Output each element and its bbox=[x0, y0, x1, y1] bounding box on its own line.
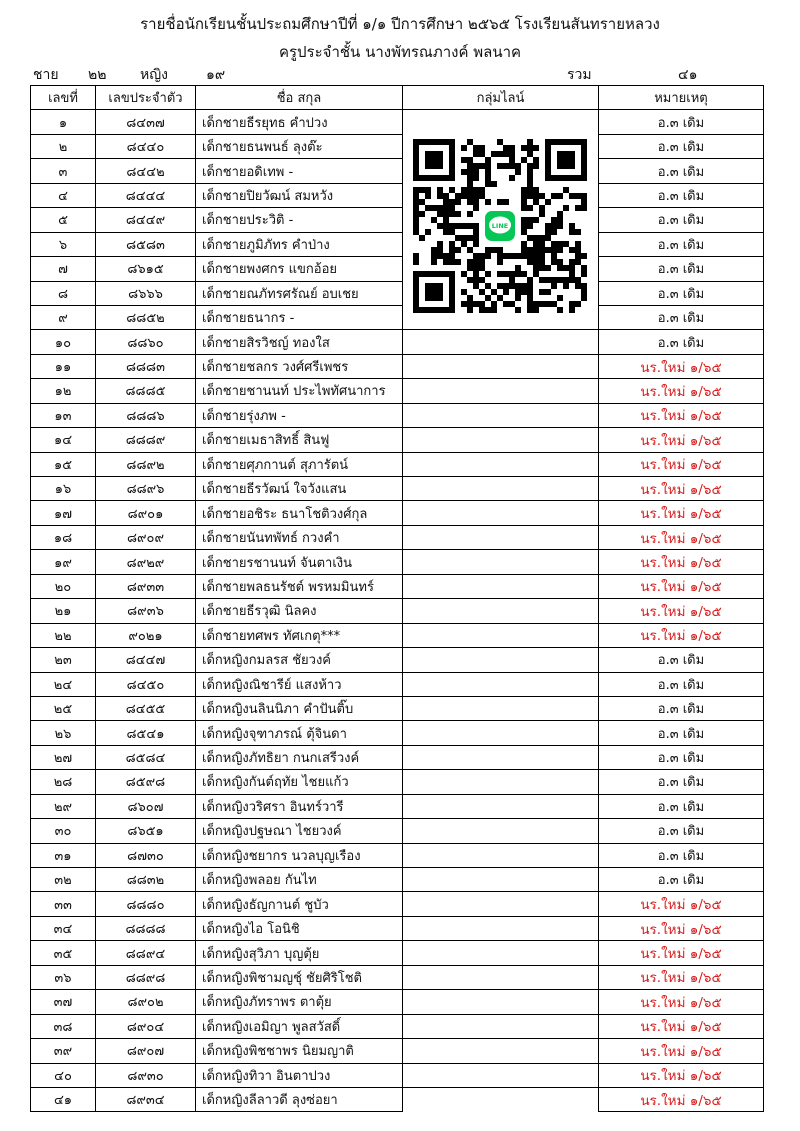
student-id: ๘๘๙๔ bbox=[96, 941, 196, 965]
line-group-cell bbox=[403, 672, 599, 696]
line-group-cell bbox=[403, 770, 599, 794]
remark: อ.๓ เดิม bbox=[599, 868, 764, 892]
row-number: ๘ bbox=[31, 281, 96, 305]
remark: นร.ใหม่ ๑/๖๕ bbox=[599, 550, 764, 574]
remark: อ.๓ เดิม bbox=[599, 672, 764, 696]
student-id: ๘๙๓๔ bbox=[96, 1087, 196, 1111]
remark: อ.๓ เดิม bbox=[599, 819, 764, 843]
row-number: ๒๑ bbox=[31, 599, 96, 623]
student-name: เด็กชายธีรวุฒิ นิลคง bbox=[196, 599, 403, 623]
student-name: เด็กหญิงพลอย กันไท bbox=[196, 868, 403, 892]
student-id: ๘๘๘๖ bbox=[96, 403, 196, 427]
remark: นร.ใหม่ ๑/๖๕ bbox=[599, 1014, 764, 1038]
table-row bbox=[31, 623, 764, 647]
student-id: ๘๕๔๑ bbox=[96, 721, 196, 745]
student-name: เด็กหญิงณิชารีย์ แสงห้าว bbox=[196, 672, 403, 696]
row-number: ๑๒ bbox=[31, 379, 96, 403]
remark: นร.ใหม่ ๑/๖๕ bbox=[599, 990, 764, 1014]
table-header-row bbox=[31, 86, 764, 110]
remark: อ.๓ เดิม bbox=[599, 257, 764, 281]
table-row bbox=[31, 916, 764, 940]
row-number: ๖ bbox=[31, 232, 96, 256]
row-number: ๒๐ bbox=[31, 574, 96, 598]
remark: นร.ใหม่ ๑/๖๕ bbox=[599, 428, 764, 452]
row-number: ๓ bbox=[31, 159, 96, 183]
remark: อ.๓ เดิม bbox=[599, 794, 764, 818]
student-name: เด็กชายรุ่งภพ - bbox=[196, 403, 403, 427]
student-id: ๘๔๔๐ bbox=[96, 134, 196, 158]
student-id: ๘๘๘๐ bbox=[96, 892, 196, 916]
table-row bbox=[31, 574, 764, 598]
row-number: ๒๓ bbox=[31, 648, 96, 672]
student-table bbox=[30, 85, 764, 1112]
student-name: เด็กหญิงจุฑาภรณ์ ตุ้จินดา bbox=[196, 721, 403, 745]
table-row bbox=[31, 892, 764, 916]
remark: อ.๓ เดิม bbox=[599, 745, 764, 769]
row-number: ๒๔ bbox=[31, 672, 96, 696]
student-id: ๘๘๙๒ bbox=[96, 452, 196, 476]
remark: อ.๓ เดิม bbox=[599, 110, 764, 134]
line-group-cell bbox=[403, 354, 599, 378]
table-row bbox=[31, 648, 764, 672]
student-id: ๘๗๓๐ bbox=[96, 843, 196, 867]
remark: นร.ใหม่ ๑/๖๕ bbox=[599, 941, 764, 965]
table-row bbox=[31, 379, 764, 403]
student-id: ๘๔๔๒ bbox=[96, 159, 196, 183]
table-row bbox=[31, 330, 764, 354]
row-number: ๓๓ bbox=[31, 892, 96, 916]
remark: อ.๓ เดิม bbox=[599, 208, 764, 232]
student-id: ๘๙๐๒ bbox=[96, 990, 196, 1014]
line-qr-code-icon bbox=[410, 130, 590, 322]
student-name: เด็กชายธีรยุทธ คำปวง bbox=[196, 110, 403, 134]
table-row bbox=[31, 843, 764, 867]
remark: อ.๓ เดิม bbox=[599, 648, 764, 672]
table-row bbox=[31, 257, 764, 281]
line-group-cell bbox=[403, 1063, 599, 1087]
line-group-cell bbox=[403, 428, 599, 452]
table-row bbox=[31, 134, 764, 158]
table-row bbox=[31, 232, 764, 256]
student-id: ๘๔๔๙ bbox=[96, 208, 196, 232]
table-row bbox=[31, 1087, 764, 1111]
table-row bbox=[31, 403, 764, 427]
student-name: เด็กชายธีรวัฒน์ ใจวังแสน bbox=[196, 477, 403, 501]
student-name: เด็กชายศุภกานต์ สุภารัตน์ bbox=[196, 452, 403, 476]
row-number: ๑๕ bbox=[31, 452, 96, 476]
student-name: เด็กหญิงธัญกานต์ ชูบัว bbox=[196, 892, 403, 916]
line-group-cell bbox=[403, 501, 599, 525]
remark: นร.ใหม่ ๑/๖๕ bbox=[599, 477, 764, 501]
student-id: ๘๙๐๙ bbox=[96, 525, 196, 549]
remark: นร.ใหม่ ๑/๖๕ bbox=[599, 501, 764, 525]
remark: นร.ใหม่ ๑/๖๕ bbox=[599, 599, 764, 623]
line-group-cell bbox=[403, 868, 599, 892]
remark: อ.๓ เดิม bbox=[599, 159, 764, 183]
student-name: เด็กชายเมธาสิทธิ์ สินฟู bbox=[196, 428, 403, 452]
table-row bbox=[31, 965, 764, 989]
table-row bbox=[31, 525, 764, 549]
col-header-remark: หมายเหตุ bbox=[599, 86, 764, 110]
line-group-cell bbox=[403, 452, 599, 476]
student-name: เด็กหญิงพิชชาพร นิยมญาติ bbox=[196, 1039, 403, 1063]
remark: อ.๓ เดิม bbox=[599, 232, 764, 256]
remark: นร.ใหม่ ๑/๖๕ bbox=[599, 452, 764, 476]
student-name: เด็กหญิงกมลรส ชัยวงค์ bbox=[196, 648, 403, 672]
student-id: ๘๔๔๔ bbox=[96, 183, 196, 207]
student-id: ๘๙๓๓ bbox=[96, 574, 196, 598]
row-number: ๓๒ bbox=[31, 868, 96, 892]
row-number: ๑ bbox=[31, 110, 96, 134]
row-number: ๒๖ bbox=[31, 721, 96, 745]
table-row bbox=[31, 208, 764, 232]
table-row bbox=[31, 1039, 764, 1063]
student-id: ๘๘๘๓ bbox=[96, 354, 196, 378]
remark: อ.๓ เดิม bbox=[599, 721, 764, 745]
row-number: ๒๙ bbox=[31, 794, 96, 818]
student-id: ๘๙๓๐ bbox=[96, 1063, 196, 1087]
student-name: เด็กหญิงกันต์ฤทัย ไชยแก้ว bbox=[196, 770, 403, 794]
line-group-cell bbox=[403, 550, 599, 574]
document-title: รายชื่อนักเรียนชั้นประถมศึกษาปีที่ ๑/๑ ปีการศึกษา ๒๕๖๕ โรงเรียนสันทรายหลวง bbox=[140, 15, 660, 33]
line-group-cell bbox=[403, 623, 599, 647]
student-id: ๘๘๙๖ bbox=[96, 477, 196, 501]
student-id: ๘๘๓๒ bbox=[96, 868, 196, 892]
student-name: เด็กหญิงวริศรา อินทร์วารี bbox=[196, 794, 403, 818]
student-name: เด็กชายนันทพัทธ์ กวงคำ bbox=[196, 525, 403, 549]
line-group-cell bbox=[403, 990, 599, 1014]
line-group-cell bbox=[403, 721, 599, 745]
student-name: เด็กหญิงภัทราพร ตาตุ้ย bbox=[196, 990, 403, 1014]
remark: นร.ใหม่ ๑/๖๕ bbox=[599, 403, 764, 427]
student-name: เด็กชายสิรวิชญ์ ทองใส bbox=[196, 330, 403, 354]
line-group-cell bbox=[403, 916, 599, 940]
line-group-cell bbox=[403, 525, 599, 549]
table-row bbox=[31, 281, 764, 305]
student-id: ๘๘๙๘ bbox=[96, 965, 196, 989]
remark: อ.๓ เดิม bbox=[599, 843, 764, 867]
remark: อ.๓ เดิม bbox=[599, 305, 764, 329]
line-group-cell bbox=[403, 892, 599, 916]
table-row bbox=[31, 159, 764, 183]
remark: นร.ใหม่ ๑/๖๕ bbox=[599, 623, 764, 647]
row-number: ๒๒ bbox=[31, 623, 96, 647]
student-id: ๘๘๘๙ bbox=[96, 428, 196, 452]
line-group-cell bbox=[403, 599, 599, 623]
student-name: เด็กชายชลกร วงศ์ศรีเพชร bbox=[196, 354, 403, 378]
student-id: ๘๔๕๐ bbox=[96, 672, 196, 696]
table-row bbox=[31, 305, 764, 329]
col-header-line-group: กลุ่มไลน์ bbox=[403, 86, 599, 110]
student-name: เด็กชายณภัทรศรัณย์ อบเชย bbox=[196, 281, 403, 305]
remark: นร.ใหม่ ๑/๖๕ bbox=[599, 525, 764, 549]
table-row bbox=[31, 428, 764, 452]
table-row bbox=[31, 696, 764, 720]
line-group-cell bbox=[403, 403, 599, 427]
student-id: ๘๔๔๗ bbox=[96, 648, 196, 672]
remark: นร.ใหม่ ๑/๖๕ bbox=[599, 1039, 764, 1063]
col-header-student-id: เลขประจำตัว bbox=[96, 86, 196, 110]
remark: อ.๓ เดิม bbox=[599, 281, 764, 305]
row-number: ๑๘ bbox=[31, 525, 96, 549]
student-name: เด็กหญิงนลินนิภา คำปันติ๊บ bbox=[196, 696, 403, 720]
row-number: ๓๖ bbox=[31, 965, 96, 989]
remark: นร.ใหม่ ๑/๖๕ bbox=[599, 892, 764, 916]
student-name: เด็กชายประวิติ - bbox=[196, 208, 403, 232]
student-name: เด็กชายธนพนธ์ ลุงต๊ะ bbox=[196, 134, 403, 158]
student-name: เด็กหญิงภัทธิยา กนกเสรีวงค์ bbox=[196, 745, 403, 769]
table-row bbox=[31, 745, 764, 769]
student-name: เด็กหญิงไอ โอนิชิ bbox=[196, 916, 403, 940]
female-count: ๑๙ bbox=[206, 67, 226, 83]
line-group-cell bbox=[403, 819, 599, 843]
student-name: เด็กชายทศพร ทัศเกตุ*** bbox=[196, 623, 403, 647]
line-group-cell bbox=[403, 745, 599, 769]
student-id: ๘๕๘๔ bbox=[96, 745, 196, 769]
table-row bbox=[31, 672, 764, 696]
student-name: เด็กหญิงสุวิภา บุญตุ้ย bbox=[196, 941, 403, 965]
student-id: ๘๙๐๗ bbox=[96, 1039, 196, 1063]
student-id: ๙๐๒๑ bbox=[96, 623, 196, 647]
student-id: ๘๖๖๖ bbox=[96, 281, 196, 305]
remark: อ.๓ เดิม bbox=[599, 770, 764, 794]
row-number: ๓๘ bbox=[31, 1014, 96, 1038]
student-name: เด็กชายชานนท์ ประไพทัศนาการ bbox=[196, 379, 403, 403]
row-number: ๔ bbox=[31, 183, 96, 207]
remark: นร.ใหม่ ๑/๖๕ bbox=[599, 965, 764, 989]
remark: นร.ใหม่ ๑/๖๕ bbox=[599, 1087, 764, 1111]
student-name: เด็กหญิงลีลาวดี ลุงซ่อยา bbox=[196, 1087, 403, 1111]
student-name: เด็กหญิงปฐษณา ไชยวงค์ bbox=[196, 819, 403, 843]
student-id: ๘๘๘๘ bbox=[96, 916, 196, 940]
student-id: ๘๙๐๔ bbox=[96, 1014, 196, 1038]
row-number: ๒ bbox=[31, 134, 96, 158]
table-row bbox=[31, 501, 764, 525]
table-row bbox=[31, 1014, 764, 1038]
student-name: เด็กหญิงทิวา อินตาปวง bbox=[196, 1063, 403, 1087]
student-name: เด็กหญิงเอมิญา พูลสวัสดิ์ bbox=[196, 1014, 403, 1038]
table-row bbox=[31, 550, 764, 574]
row-number: ๗ bbox=[31, 257, 96, 281]
row-number: ๕ bbox=[31, 208, 96, 232]
row-number: ๓๔ bbox=[31, 916, 96, 940]
table-row bbox=[31, 941, 764, 965]
svg-text:LINE: LINE bbox=[491, 222, 509, 230]
female-label: หญิง bbox=[140, 67, 168, 83]
student-id: ๘๕๙๘ bbox=[96, 770, 196, 794]
student-id: ๘๔๕๕ bbox=[96, 696, 196, 720]
student-name: เด็กชายธนากร - bbox=[196, 305, 403, 329]
row-number: ๒๘ bbox=[31, 770, 96, 794]
student-name: เด็กชายภูมิภัทร คำป่าง bbox=[196, 232, 403, 256]
row-number: ๔๑ bbox=[31, 1087, 96, 1111]
table-row bbox=[31, 183, 764, 207]
row-number: ๑๐ bbox=[31, 330, 96, 354]
remark: อ.๓ เดิม bbox=[599, 330, 764, 354]
row-number: ๑๙ bbox=[31, 550, 96, 574]
row-number: ๔๐ bbox=[31, 1063, 96, 1087]
total-count: ๔๑ bbox=[678, 67, 698, 83]
row-number: ๒๕ bbox=[31, 696, 96, 720]
student-id: ๘๔๓๗ bbox=[96, 110, 196, 134]
row-number: ๑๓ bbox=[31, 403, 96, 427]
table-row bbox=[31, 770, 764, 794]
table-row bbox=[31, 794, 764, 818]
table-row bbox=[31, 721, 764, 745]
student-name: เด็กหญิงพิชามญชุ์ ชัยศิริโชติ bbox=[196, 965, 403, 989]
table-row bbox=[31, 354, 764, 378]
student-name: เด็กชายพลธนรัชต์ พรหมมินทร์ bbox=[196, 574, 403, 598]
line-group-cell bbox=[403, 1039, 599, 1063]
student-name: เด็กชายอดิเทพ - bbox=[196, 159, 403, 183]
male-label: ชาย bbox=[33, 67, 59, 83]
student-id: ๘๕๘๓ bbox=[96, 232, 196, 256]
student-id: ๘๙๒๙ bbox=[96, 550, 196, 574]
row-number: ๓๑ bbox=[31, 843, 96, 867]
line-group-cell bbox=[403, 843, 599, 867]
total-label: รวม bbox=[567, 67, 592, 83]
table-row bbox=[31, 990, 764, 1014]
student-id: ๘๙๓๖ bbox=[96, 599, 196, 623]
line-group-cell bbox=[403, 941, 599, 965]
remark: นร.ใหม่ ๑/๖๕ bbox=[599, 1063, 764, 1087]
line-group-cell bbox=[403, 330, 599, 354]
line-group-cell bbox=[403, 1014, 599, 1038]
line-group-cell bbox=[403, 477, 599, 501]
student-name: เด็กชายพงศกร แขกอ้อย bbox=[196, 257, 403, 281]
student-name: เด็กชายปิยวัฒน์ สมหวัง bbox=[196, 183, 403, 207]
table-row bbox=[31, 599, 764, 623]
line-group-cell bbox=[403, 379, 599, 403]
line-group-cell bbox=[403, 794, 599, 818]
row-number: ๙ bbox=[31, 305, 96, 329]
line-group-cell bbox=[403, 574, 599, 598]
row-number: ๑๖ bbox=[31, 477, 96, 501]
student-id: ๘๘๕๒ bbox=[96, 305, 196, 329]
col-header-number: เลขที่ bbox=[31, 86, 96, 110]
line-group-cell bbox=[403, 648, 599, 672]
teacher-line: ครูประจำชั้น นางพัทรณภางค์ พลนาค bbox=[278, 43, 522, 61]
remark: นร.ใหม่ ๑/๖๕ bbox=[599, 574, 764, 598]
table-row bbox=[31, 477, 764, 501]
student-id: ๘๖๑๕ bbox=[96, 257, 196, 281]
col-header-name: ชื่อ สกุล bbox=[196, 86, 403, 110]
row-number: ๑๑ bbox=[31, 354, 96, 378]
student-id: ๘๘๘๕ bbox=[96, 379, 196, 403]
student-id: ๘๖๐๗ bbox=[96, 794, 196, 818]
table-row bbox=[31, 110, 764, 134]
row-number: ๓๙ bbox=[31, 1039, 96, 1063]
remark: นร.ใหม่ ๑/๖๕ bbox=[599, 354, 764, 378]
line-group-cell bbox=[403, 965, 599, 989]
male-count: ๒๒ bbox=[88, 67, 107, 83]
student-name: เด็กหญิงชยากร นวลบุญเรือง bbox=[196, 843, 403, 867]
row-number: ๑๗ bbox=[31, 501, 96, 525]
line-group-cell bbox=[403, 696, 599, 720]
remark: อ.๓ เดิม bbox=[599, 696, 764, 720]
student-id: ๘๘๖๐ bbox=[96, 330, 196, 354]
table-row bbox=[31, 452, 764, 476]
table-row bbox=[31, 1063, 764, 1087]
student-id: ๘๙๐๑ bbox=[96, 501, 196, 525]
row-number: ๓๗ bbox=[31, 990, 96, 1014]
student-name: เด็กชายอชิระ ธนาโชติวงศ์กุล bbox=[196, 501, 403, 525]
remark: อ.๓ เดิม bbox=[599, 134, 764, 158]
student-id: ๘๖๕๑ bbox=[96, 819, 196, 843]
student-name: เด็กชายรชานนท์ จันตาเงิน bbox=[196, 550, 403, 574]
row-number: ๑๔ bbox=[31, 428, 96, 452]
row-number: ๓๐ bbox=[31, 819, 96, 843]
row-number: ๒๗ bbox=[31, 745, 96, 769]
line-group-cell bbox=[403, 1087, 599, 1111]
remark: นร.ใหม่ ๑/๖๕ bbox=[599, 916, 764, 940]
remark: อ.๓ เดิม bbox=[599, 183, 764, 207]
table-row bbox=[31, 868, 764, 892]
table-row bbox=[31, 819, 764, 843]
row-number: ๓๕ bbox=[31, 941, 96, 965]
remark: นร.ใหม่ ๑/๖๕ bbox=[599, 379, 764, 403]
